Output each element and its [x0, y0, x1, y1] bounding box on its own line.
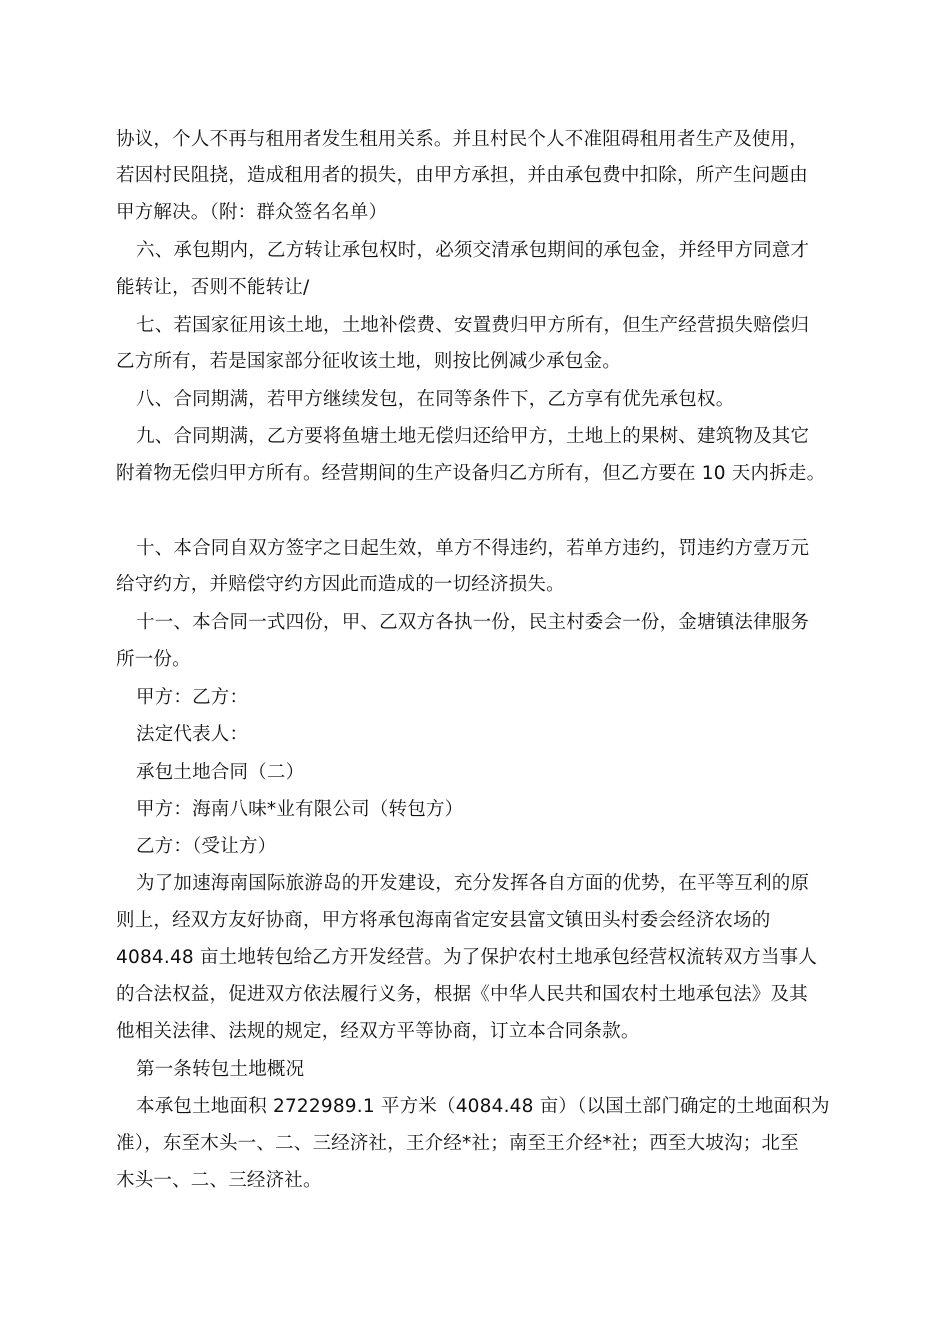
text-line: 乙方所有，若是国家部分征收该土地，则按比例减少承包金。 — [116, 351, 621, 372]
text-line: 木头一、二、三经济社。 — [116, 1170, 322, 1191]
text-line: 若因村民阻挠，造成租用者的损失，由甲方承担，并由承包费中扣除，所产生问题由 — [116, 165, 808, 186]
text-line: 给守约方，并赔偿守约方因此而造成的一切经济损失。 — [116, 574, 565, 595]
text-line: 他相关法律、法规的规定，经双方平等协商，订立本合同条款。 — [116, 1021, 640, 1042]
text-line: 十、本合同自双方签字之日起生效，单方不得违约，若单方违约，罚违约方壹万元 — [136, 538, 810, 559]
text-line: 承包土地合同（二） — [136, 762, 305, 783]
text-line: 协议，个人不再与租用者发生租用关系。并且村民个人不准阻碍租用者生产及使用， — [116, 129, 808, 150]
text-line: 八、合同期满，若甲方继续发包，在同等条件下，乙方享有优先承包权。 — [136, 389, 735, 410]
text-line: 4084.48 亩土地转包给乙方开发经营。为了保护农村土地承包经营权流转双方当事人 — [116, 947, 818, 968]
text-line: 为了加速海南国际旅游岛的开发建设，充分发挥各自方面的优势，在平等互利的原 — [136, 873, 810, 894]
text-line: 的合法权益，促进双方依法履行义务，根据《中华人民共和国农村土地承包法》及其 — [116, 984, 808, 1005]
text-line: 乙方：（受让方） — [136, 836, 277, 857]
text-line: 准），东至木头一、二、三经济社，王介经*社；南至王介经*社；西至大坡沟；北至 — [116, 1133, 799, 1154]
text-line: 十一、本合同一式四份，甲、乙双方各执一份，民主村委会一份，金塘镇法律服务 — [136, 612, 810, 633]
text-line: 七、若国家征用该土地，土地补偿费、安置费归甲方所有，但生产经营损失赔偿归 — [136, 315, 810, 336]
text-line: 第一条转包土地概况 — [136, 1059, 305, 1080]
text-line: 九、合同期满，乙方要将鱼塘土地无偿归还给甲方，土地上的果树、建筑物及其它 — [136, 426, 810, 447]
text-line: 甲方：海南八味*业有限公司（转包方） — [136, 799, 464, 820]
text-line: 能转让，否则不能转让/ — [116, 277, 310, 298]
text-line: 附着物无偿归甲方所有。经营期间的生产设备归乙方所有，但乙方要在 10 天内拆走。 — [116, 463, 826, 484]
text-line: 法定代表人： — [136, 724, 249, 745]
text-line: 甲方：乙方： — [136, 687, 249, 708]
text-line: 所一份。 — [116, 649, 191, 670]
text-line: 六、承包期内，乙方转让承包权时，必须交清承包期间的承包金，并经甲方同意才 — [136, 240, 810, 261]
text-line: 甲方解决。（附：群众签名名单） — [116, 202, 388, 223]
text-line: 本承包土地面积 2722989.1 平方米（4084.48 亩）（以国土部门确定的土地面积为 — [136, 1096, 830, 1117]
text-line: 则上，经双方友好协商，甲方将承包海南省定安县富文镇田头村委会经济农场的 — [116, 910, 771, 931]
